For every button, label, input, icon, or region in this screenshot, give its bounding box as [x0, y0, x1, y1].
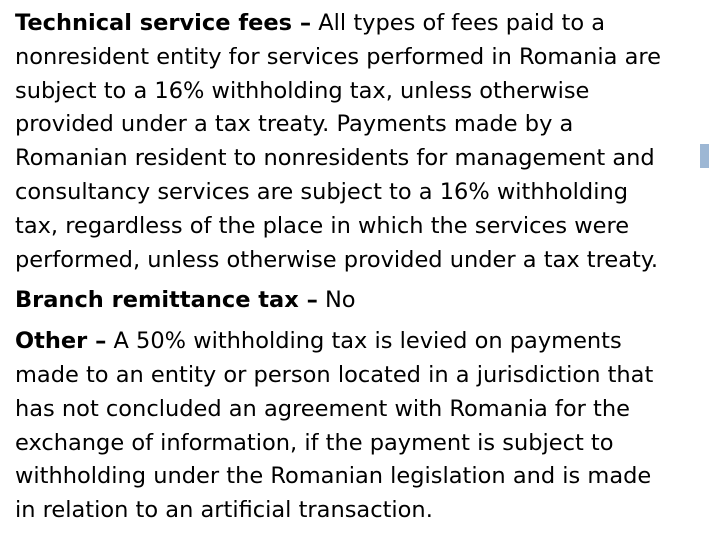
paragraph-line: Romanian resident to nonresidents for management and	[15, 145, 655, 172]
document-body	[15, 7, 721, 528]
term-heading: Branch remittance tax –	[15, 287, 318, 314]
branch-remittance-tax-paragraph	[15, 284, 721, 318]
paragraph-line: provided under a tax treaty. Payments made by a	[15, 111, 574, 138]
paragraph-line: performed, unless otherwise provided under a tax treaty.	[15, 246, 659, 273]
paragraph-line: made to an entity or person located in a jurisdiction that	[15, 361, 654, 388]
paragraph-line: in relation to an artificial transaction.	[15, 497, 433, 524]
paragraph-line: tax, regardless of the place in which the services were	[15, 212, 630, 239]
paragraph-line: nonresident entity for services performed in Romania are	[15, 43, 661, 70]
paragraph-line	[15, 7, 721, 41]
paragraph-line	[15, 284, 721, 318]
technical-service-fees-paragraph	[15, 7, 721, 277]
paragraph-line: withholding under the Romanian legislation and is made	[15, 463, 652, 490]
scrollbar-thumb[interactable]	[700, 144, 709, 168]
paragraph-line: has not concluded an agreement with Romania for the	[15, 395, 630, 422]
paragraph-line: exchange of information, if the payment is subject to	[15, 429, 614, 456]
term-heading: Technical service fees –	[15, 10, 312, 36]
paragraph-line: consultancy services are subject to a 16% withholding	[15, 178, 628, 205]
paragraph-text: All types of fees paid to a	[311, 10, 606, 36]
paragraph-text: No	[317, 287, 356, 314]
other-paragraph	[15, 325, 721, 528]
paragraph-text: A 50% withholding tax is levied on payments	[106, 328, 622, 355]
paragraph-line: subject to a 16% withholding tax, unless otherwise	[15, 77, 590, 104]
term-heading: Other –	[15, 328, 107, 355]
paragraph-line	[15, 325, 721, 359]
